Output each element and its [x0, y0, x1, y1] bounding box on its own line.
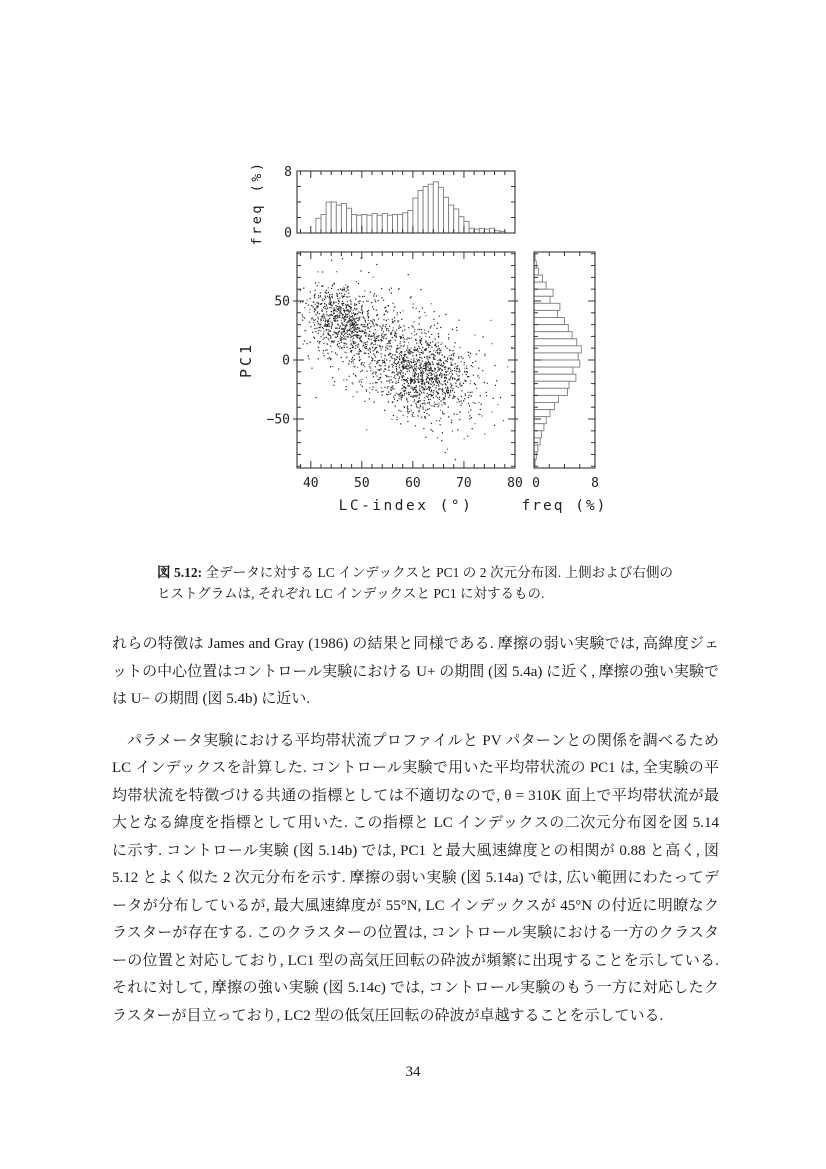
svg-text:40: 40 [302, 476, 319, 491]
figure-caption [157, 562, 673, 604]
figure-caption-label: 図 5.12: [157, 565, 203, 580]
body-paragraph-1: れらの特徴は James and Gray (1986) の結果と同様である. 摩擦の弱い実験では, 高緯度ジェットの中心位置はコントロール実験における U+ の期間 (図 5.4a) に近く, 摩擦の強い実験では U− の期間 (図 5.4b) に近い. [112, 636, 719, 707]
svg-text:8: 8 [284, 165, 292, 180]
svg-text:PC1: PC1 [237, 341, 255, 379]
svg-text:8: 8 [591, 476, 599, 491]
body-paragraph-2: パラメータ実験における平均帯状流プロファイルと PV パターンとの関係を調べるため LC インデックスを計算した. コントロール実験で用いた平均帯状流の PC1 は, 全実験の平均帯状流を特徴づける共通の指標としては不適切なので, θ = 310K 面上で平均帯状流が最大となる緯度を指標として用いた. この指標と LC インデックスの二次元分布図を図 5.14 に示す. コントロール実験 (図 5.14b) では, PC1 と最大風速緯度との相関が 0.88 と高く, 図 5.12 とよく似た 2 次元分布を示す. 摩擦の弱い実験 (図 5.14a) では, 広い範囲にわたってデータが分布しているが, 最大風速緯度が 55°N, LC インデックスが 45°N の付近に明瞭なクラスターが存在する. このクラスターの位置は, コントロール実験における一方のクラスターの位置と対応しており, LC1 型の高気圧回転の砕波が頻繁に出現することを示している. それに対して, 摩擦の強い実験 (図 5.14c) では, コントロール実験のもう一方に対応したクラスターが目立っており, LC2 型の低気圧回転の砕波が卓越することを示している. [112, 732, 719, 1024]
svg-text:60: 60 [405, 476, 421, 491]
svg-text:LC-index (°): LC-index (°) [338, 498, 474, 514]
svg-text:80: 80 [507, 476, 523, 491]
svg-text:70: 70 [456, 476, 472, 491]
page-number: 34 [405, 1064, 421, 1080]
figure-5-12-plot [0, 0, 826, 545]
svg-text:0: 0 [532, 476, 540, 491]
svg-text:−50: −50 [266, 412, 290, 428]
svg-text:50: 50 [354, 476, 370, 491]
figure-caption-text: 全データに対する LC インデックスと PC1 の 2 次元分布図. 上側および右側のヒストグラムは, それぞれ LC インデックスと PC1 に対するもの. [157, 565, 674, 601]
body-text-block [112, 631, 719, 1030]
svg-text:freq (%): freq (%) [521, 498, 608, 514]
svg-text:50: 50 [274, 294, 290, 310]
svg-text:0: 0 [284, 226, 292, 241]
svg-text:0: 0 [282, 353, 290, 369]
svg-text:freq (%): freq (%) [249, 160, 265, 246]
